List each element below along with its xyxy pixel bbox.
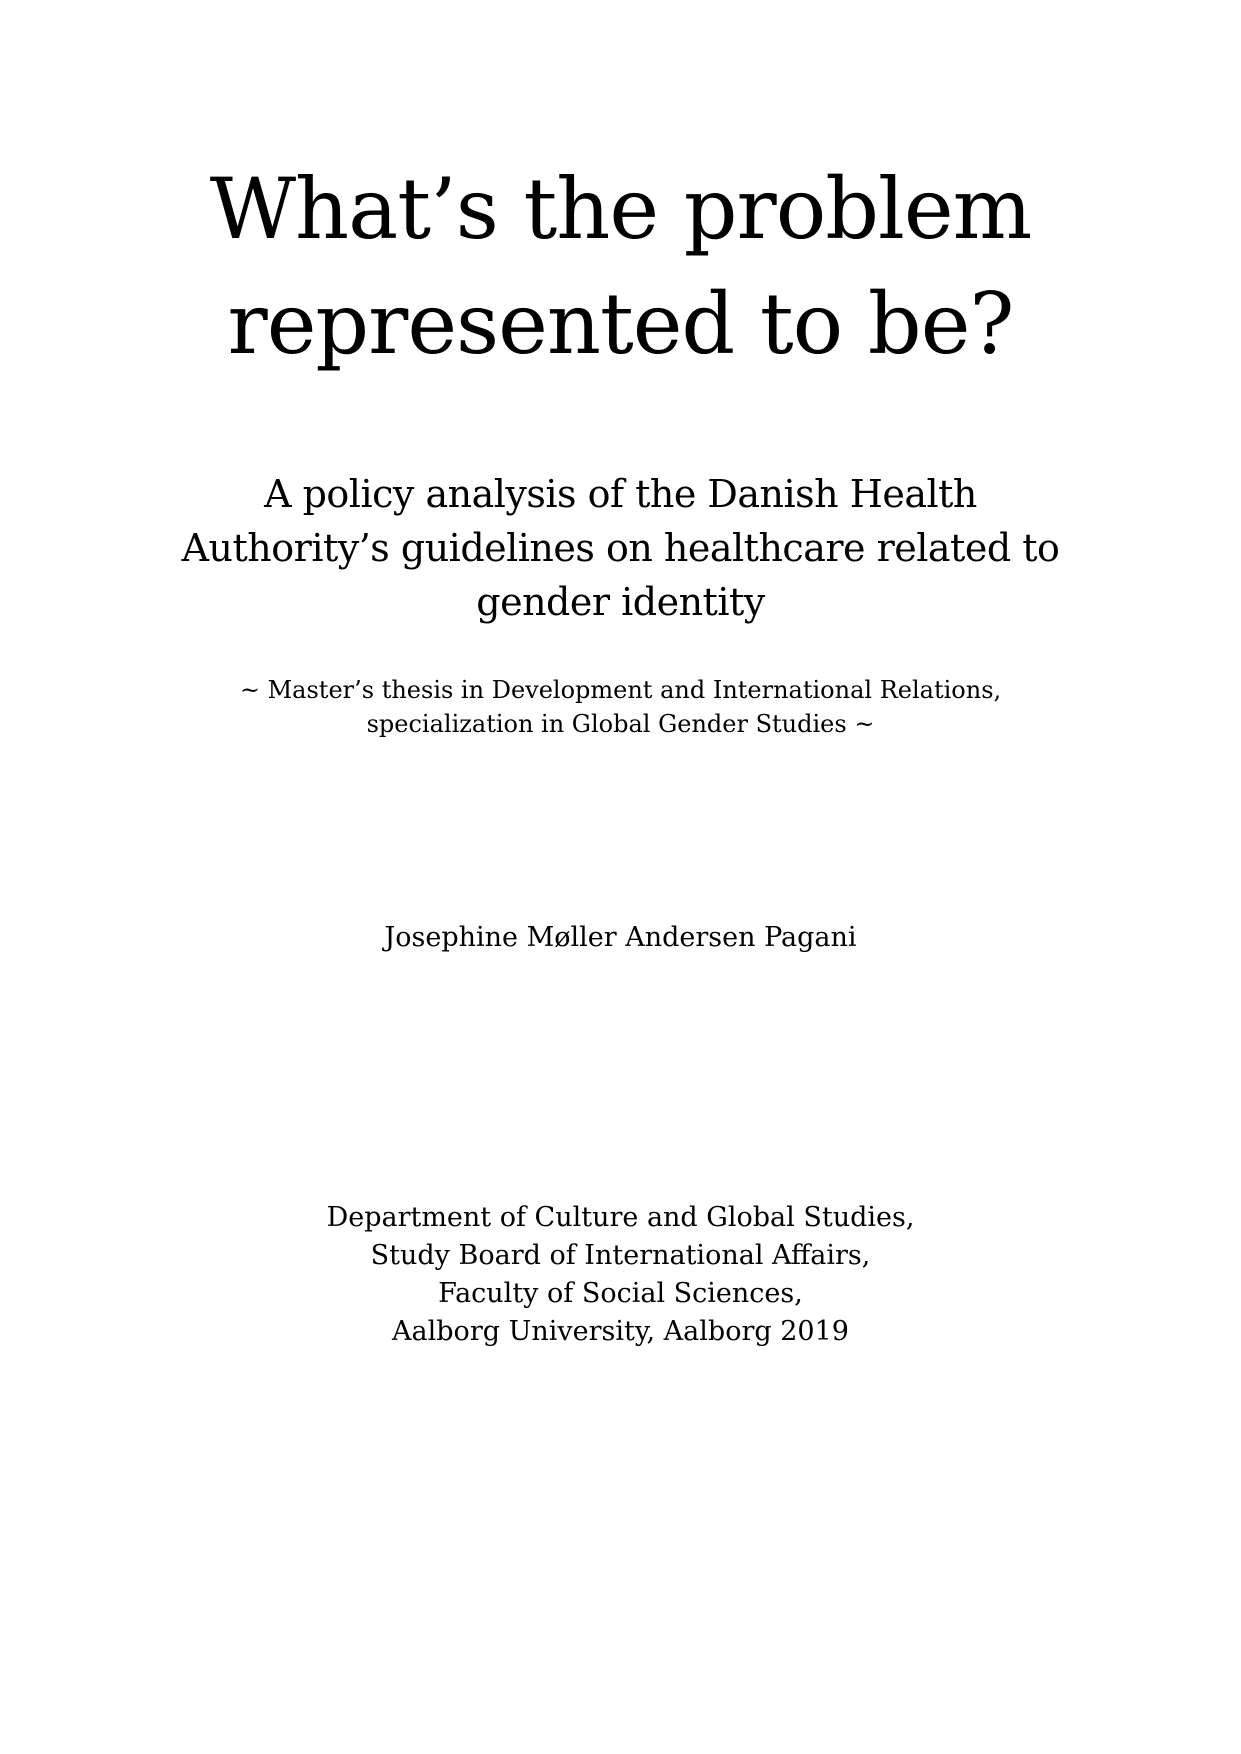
title-line-2: represented to be? — [227, 275, 1014, 373]
affiliation-line-4: Aalborg University, Aalborg 2019 — [392, 1316, 849, 1347]
thesis-note-line-2: specialization in Global Gender Studies ~ — [366, 710, 875, 738]
subtitle-line-1: A policy analysis of the Danish Health — [264, 472, 977, 516]
affiliation-line-1: Department of Culture and Global Studies, — [326, 1202, 915, 1233]
author-name: Josephine Møller Andersen Pagani — [384, 922, 857, 953]
affiliation-line-3: Faculty of Social Sciences, — [438, 1278, 803, 1309]
title-line-1: What’s the problem — [209, 160, 1032, 258]
subtitle-line-2: Authority’s guidelines on healthcare related to — [181, 526, 1060, 570]
thesis-note-line-1: ~ Master’s thesis in Development and International Relations, — [239, 676, 1002, 704]
subtitle-line-3: gender identity — [476, 580, 765, 624]
affiliation-line-2: Study Board of International Affairs, — [370, 1240, 871, 1271]
